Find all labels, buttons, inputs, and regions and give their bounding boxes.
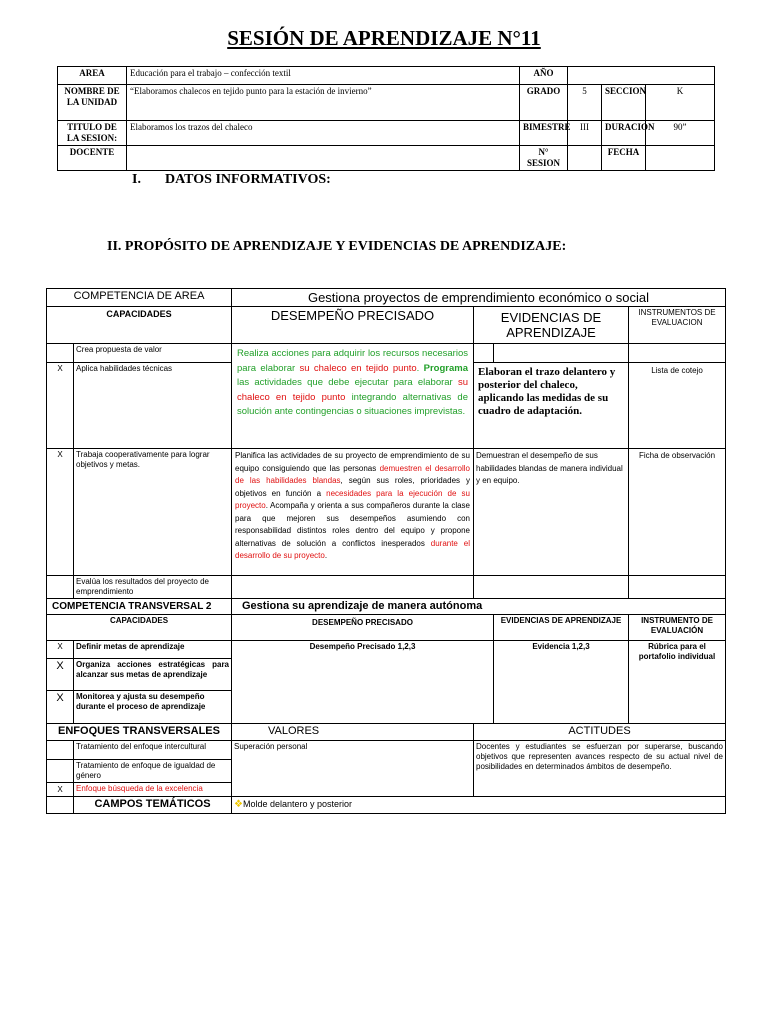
mark-intercultural [47, 741, 74, 760]
section-proposito: II. PROPÓSITO DE APRENDIZAJE Y EVIDENCIAS DE APRENDIZAJE: [107, 239, 567, 254]
instrumento-trabaja: Ficha de observación [629, 449, 726, 576]
mark-evalua [47, 576, 74, 599]
info-table [57, 66, 715, 171]
competencia-transversal-value: Gestiona su aprendizaje de manera autónoma [232, 599, 726, 615]
unidad-value: “Elaboramos chalecos en tejido punto para la estación de invierno” [127, 85, 520, 121]
enfoques-label: ENFOQUES TRANSVERSALES [47, 724, 232, 741]
section-datos-informativos [132, 172, 331, 188]
anio-label: AÑO [520, 67, 568, 85]
competencias-table [46, 288, 726, 814]
evidencia-trabaja: Demuestran el desempeño de sus habilidades blandas de manera individual y en equipo. [474, 449, 629, 576]
area-label: AREA [58, 67, 127, 85]
campos-value: Molde delantero y posterior [242, 799, 353, 809]
campos-value-cell [232, 797, 726, 814]
empty-crea-a [474, 344, 494, 363]
competencia-area-label: COMPETENCIA DE AREA [47, 289, 232, 307]
actitudes-header: ACTITUDES [474, 724, 726, 741]
instrumentos-header: INSTRUMENTOS DE EVALUACION [629, 307, 726, 344]
capacidad-crea: Crea propuesta de valor [74, 344, 232, 363]
empty-evalua-b [474, 576, 629, 599]
transversal-evidencias-header: EVIDENCIAS DE APRENDIZAJE [494, 615, 629, 641]
anio-value [568, 67, 715, 85]
transversal-desempeno: Desempeño Precisado 1,2,3 [232, 641, 494, 724]
desempeno-aplica: Realiza acciones para adquirir los recursos necesarios para elaborar su chaleco en tejido punto. Programa las actividades que debe ejecutar para elaborar su chaleco en tejido punto integrando alternativas de solución ante contingencias o situaciones imprevistas. [232, 344, 474, 449]
bimestre-value: III [568, 121, 602, 146]
transversal-instrumento: Rúbrica para el portafolio individual [629, 641, 726, 724]
transversal-evidencia: Evidencia 1,2,3 [494, 641, 629, 724]
actitud-docentes: Docentes y estudiantes se esfuerzan por superarse, buscando objetivos que representen avances respecto de su actual nivel de posibilidades en determinados ámbitos de desempeño. [474, 741, 726, 797]
valor-superacion: Superación personal [232, 741, 474, 797]
empty-evalua-c [629, 576, 726, 599]
instrumento-aplica: Lista de cotejo [629, 363, 726, 449]
capacidad-evalua: Evalúa los resultados del proyecto de emprendimiento [74, 576, 232, 599]
docente-value [127, 146, 520, 171]
capacidad-monitorea: Monitorea y ajusta su desempeño durante el proceso de aprendizaje [74, 691, 232, 724]
transversal-desempeno-header: DESEMPEÑO PRECISADO [232, 615, 494, 641]
mark-organiza: X [47, 659, 74, 691]
capacidades-header: CAPACIDADES [47, 307, 232, 344]
nsesion-value [568, 146, 602, 171]
evidencias-header: EVIDENCIAS DE APRENDIZAJE [474, 307, 629, 344]
transversal-capacidades-header: CAPACIDADES [47, 615, 232, 641]
fecha-label: FECHA [602, 146, 646, 171]
campos-label: CAMPOS TEMÁTICOS [74, 797, 232, 814]
enfoque-intercultural: Tratamiento del enfoque intercultural [74, 741, 232, 760]
seccion-value: K [646, 85, 715, 121]
nsesion-label: N° SESION [520, 146, 568, 171]
duracion-value: 90” [646, 121, 715, 146]
unidad-label: NOMBRE DE LA UNIDAD [58, 85, 127, 121]
capacidad-trabaja: Trabaja cooperativamente para lograr objetivos y metas. [74, 449, 232, 576]
fecha-value [646, 146, 715, 171]
page-title: SESIÓN DE APRENDIZAJE N°11 [227, 26, 541, 50]
capacidad-aplica: Aplica habilidades técnicas [74, 363, 232, 449]
capacidad-definir: Definir metas de aprendizaje [74, 641, 232, 659]
mark-aplica: X [47, 363, 74, 449]
empty-evalua-a [232, 576, 474, 599]
desempeno-header: DESEMPEÑO PRECISADO [232, 307, 474, 344]
desempeno-trabaja: Planifica las actividades de su proyecto de emprendimiento de su equipo consiguiendo que las personas demuestren el desarrollo de las habilidades blandas, según sus roles, prioridades y objetivos en función a necesidades para la ejecución de su proyecto. Acompaña y orienta a sus compañeros durante la clase para que mejoren sus desempeños asumiendo con responsabilidad distintos roles dentro del equipo y propone alternativas de solución a conflictos inesperados durante el desarrollo de su proyecto. [232, 449, 474, 576]
transversal-instrumento-header: INSTRUMENTO DE EVALUACIÓN [629, 615, 726, 641]
mark-monitorea: X [47, 691, 74, 724]
grado-value: 5 [568, 85, 602, 121]
section-title: DATOS INFORMATIVOS: [165, 172, 331, 187]
titulo-value: Elaboramos los trazos del chaleco [127, 121, 520, 146]
empty-crea-b [494, 344, 629, 363]
enfoque-igualdad: Tratamiento de enfoque de igualdad de género [74, 760, 232, 783]
section-number: I. [132, 172, 141, 187]
titulo-label: TITULO DE LA SESION: [58, 121, 127, 146]
evidencia-aplica: Elaboran el trazo delantero y posterior del chaleco, aplicando las medidas de su cuadro de adaptación. [474, 363, 629, 449]
enfoque-excelencia: Enfoque búsqueda de la excelencia [74, 783, 232, 797]
seccion-label: SECCION [602, 85, 646, 121]
duracion-label: DURACION [602, 121, 646, 146]
mark-crea [47, 344, 74, 363]
valores-header: VALORES [232, 724, 474, 741]
area-value: Educación para el trabajo – confección textil [127, 67, 520, 85]
mark-definir: X [47, 641, 74, 659]
mark-trabaja: X [47, 449, 74, 576]
empty-crea-c [629, 344, 726, 363]
capacidad-organiza: Organiza acciones estratégicas para alcanzar sus metas de aprendizaje [74, 659, 232, 691]
bimestre-label: BIMESTRE [520, 121, 568, 146]
competencia-area-value: Gestiona proyectos de emprendimiento económico o social [232, 289, 726, 307]
diamond-bullet-icon: ❖ [234, 799, 243, 810]
docente-label: DOCENTE [58, 146, 127, 171]
grado-label: GRADO [520, 85, 568, 121]
campos-empty [47, 797, 74, 814]
mark-excelencia: X [47, 783, 74, 797]
competencia-transversal-label: COMPETENCIA TRANSVERSAL 2 [47, 599, 232, 615]
mark-igualdad [47, 760, 74, 783]
